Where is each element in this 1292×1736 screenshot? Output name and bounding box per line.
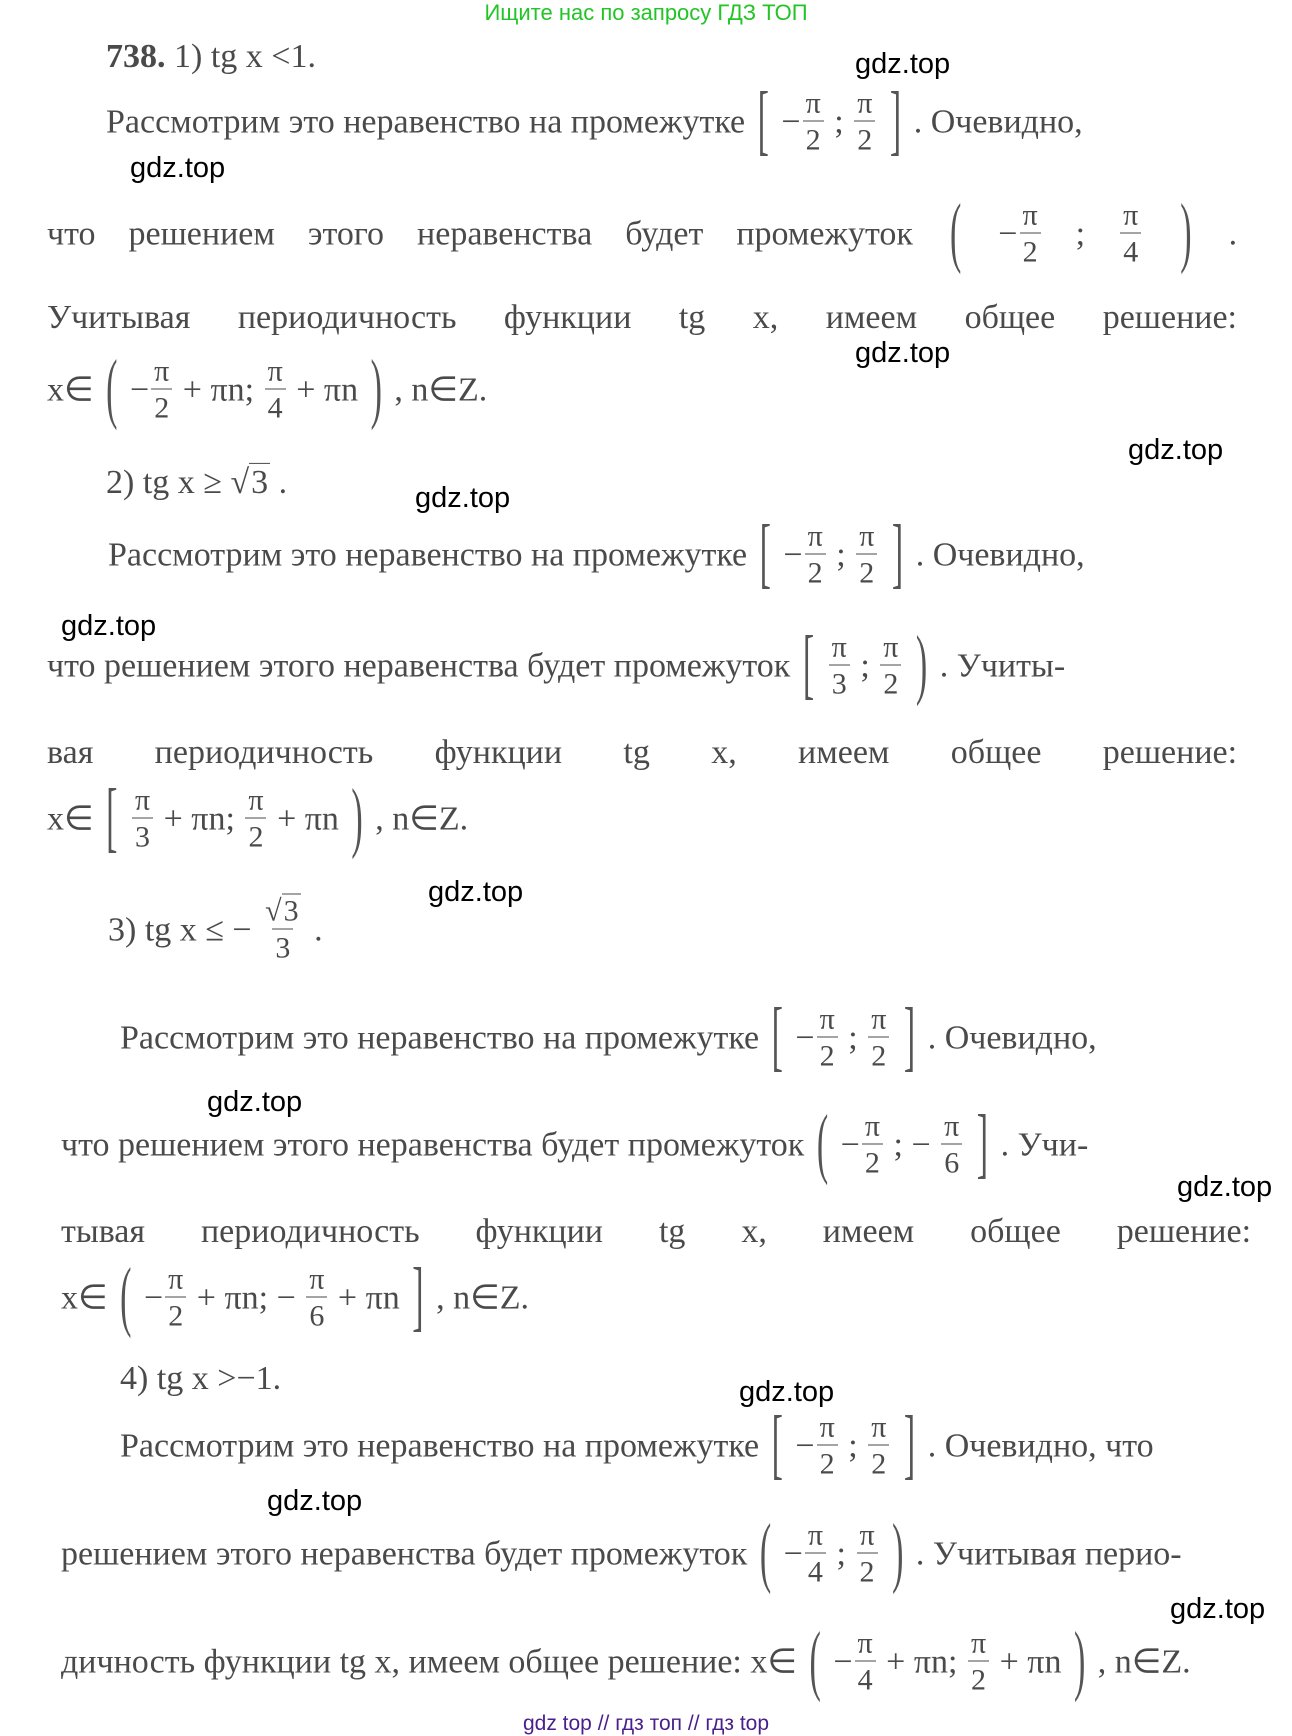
fraction bbox=[968, 1626, 989, 1697]
numerator: π bbox=[857, 1626, 873, 1660]
text-word: периодичность bbox=[154, 734, 374, 772]
text-word: промежуток bbox=[736, 215, 913, 252]
numerator: π bbox=[807, 519, 823, 553]
text: . Очевидно, bbox=[913, 103, 1083, 140]
text-word: ; bbox=[1075, 215, 1086, 252]
fraction bbox=[880, 630, 901, 701]
text-word: имеем bbox=[822, 1213, 915, 1251]
fraction bbox=[151, 354, 172, 425]
bracket: [ bbox=[759, 511, 771, 597]
bracket: ] bbox=[891, 511, 904, 597]
fraction bbox=[817, 1002, 838, 1073]
numerator: π bbox=[970, 1626, 987, 1660]
watermark: gdz.top bbox=[267, 1485, 363, 1517]
fraction bbox=[132, 783, 153, 854]
solution-4-answer bbox=[61, 1618, 1191, 1704]
fraction bbox=[1120, 198, 1141, 269]
text: , n∈Z. bbox=[1097, 1643, 1191, 1680]
text: , n∈Z. bbox=[436, 1279, 529, 1316]
problem-4-heading bbox=[120, 1360, 281, 1396]
text-word: периодичность bbox=[237, 299, 457, 337]
text: . Очевидно, bbox=[915, 536, 1085, 573]
bracket: ( bbox=[816, 1101, 829, 1187]
text-word: общее bbox=[964, 299, 1056, 337]
watermark: gdz.top bbox=[1128, 434, 1224, 466]
denominator: 3 bbox=[132, 818, 153, 853]
text: ; bbox=[836, 1535, 846, 1572]
denominator: 2 bbox=[165, 1297, 186, 1332]
bracket: ) bbox=[370, 346, 382, 432]
denominator: 2 bbox=[856, 554, 877, 589]
denominator: 6 bbox=[306, 1297, 327, 1332]
text: Рассмотрим это неравенство на промежутке bbox=[106, 103, 746, 140]
text: . Очевидно, что bbox=[927, 1427, 1154, 1464]
bracket: [ bbox=[771, 994, 783, 1080]
text-word: решением bbox=[128, 215, 275, 252]
problem-1-heading bbox=[106, 38, 316, 74]
bracket: ) bbox=[1180, 190, 1192, 276]
bracket: ( bbox=[809, 1618, 821, 1704]
numerator: π bbox=[857, 86, 873, 120]
radical-sign: √ bbox=[230, 464, 250, 502]
text-word: имеем bbox=[798, 734, 890, 772]
text-word: общее bbox=[950, 734, 1042, 772]
text: что решением этого неравенства будет промежуток bbox=[61, 1126, 805, 1163]
denominator: 4 bbox=[1120, 233, 1141, 268]
text: 2) tg x ≥ bbox=[106, 464, 222, 502]
solution-2-line bbox=[108, 511, 1085, 597]
bracket: ] bbox=[889, 78, 902, 164]
text: 4) tg x >−1. bbox=[120, 1360, 282, 1398]
numerator: π bbox=[883, 630, 899, 664]
bracket: [ bbox=[106, 775, 118, 861]
text: x∈ bbox=[47, 371, 94, 408]
bracket: ( bbox=[759, 1510, 772, 1596]
minus-sign: − bbox=[783, 536, 803, 573]
watermark: gdz.top bbox=[130, 152, 226, 184]
minus-sign: − bbox=[795, 1019, 815, 1056]
text-word: решение: bbox=[1116, 1213, 1252, 1251]
fraction bbox=[856, 1518, 877, 1589]
text: + πn; bbox=[182, 371, 255, 408]
numerator: π bbox=[309, 1262, 325, 1296]
numerator: π bbox=[944, 1109, 960, 1143]
footer-banner[interactable]: gdz top // гдз топ // гдз top bbox=[522, 1712, 770, 1735]
text-word: x, bbox=[741, 1213, 767, 1251]
text: , n∈Z. bbox=[394, 371, 488, 408]
bracket: ) bbox=[892, 1510, 904, 1596]
denominator: 2 bbox=[245, 818, 266, 853]
text: . Учитывая перио- bbox=[915, 1535, 1182, 1572]
text-word: tg bbox=[623, 734, 650, 772]
minus-sign: − bbox=[781, 103, 801, 140]
text: x∈ bbox=[61, 1279, 108, 1316]
text: ; bbox=[836, 536, 846, 573]
text-word: . bbox=[1228, 215, 1238, 252]
bracket: ( bbox=[106, 346, 118, 432]
bracket: ] bbox=[412, 1254, 424, 1340]
denominator: 3 bbox=[829, 665, 850, 700]
problem-number: 738. bbox=[106, 38, 166, 76]
text-word: x, bbox=[752, 299, 779, 337]
radicand: 3 bbox=[283, 894, 299, 928]
text-word: периодичность bbox=[200, 1213, 420, 1251]
fraction bbox=[803, 86, 824, 157]
fraction bbox=[941, 1109, 962, 1180]
watermark: gdz.top bbox=[61, 610, 157, 642]
bracket: ( bbox=[949, 190, 962, 276]
solution-1-answer bbox=[47, 346, 488, 432]
solution-1-line bbox=[106, 78, 1083, 164]
numerator: π bbox=[819, 1410, 835, 1444]
text-word: общее bbox=[970, 1213, 1061, 1251]
text: . bbox=[314, 911, 323, 948]
watermark: gdz.top bbox=[207, 1086, 303, 1118]
watermark: gdz.top bbox=[428, 876, 524, 908]
numerator: π bbox=[1022, 198, 1038, 232]
problem-2-heading bbox=[106, 464, 287, 500]
search-banner[interactable]: Ищите нас по запросу ГДЗ ТОП bbox=[484, 0, 808, 25]
bracket: [ bbox=[757, 78, 769, 164]
text-word: tg bbox=[658, 1213, 686, 1251]
bracket: ] bbox=[903, 1402, 916, 1488]
fraction bbox=[862, 1109, 883, 1180]
text: . bbox=[278, 464, 288, 502]
text: . Учи- bbox=[1000, 1126, 1089, 1163]
bracket: ] bbox=[903, 994, 916, 1080]
text: Рассмотрим это неравенство на промежутке bbox=[120, 1019, 760, 1056]
watermark: gdz.top bbox=[855, 337, 951, 369]
text-word: будет bbox=[625, 215, 704, 252]
watermark: gdz.top bbox=[739, 1376, 835, 1408]
solution-1-line bbox=[47, 299, 1237, 335]
text: 1) tg x <1. bbox=[174, 38, 316, 76]
denominator: 2 bbox=[803, 121, 824, 156]
denominator: 4 bbox=[265, 389, 286, 424]
numerator: π bbox=[871, 1002, 887, 1036]
text: + πn bbox=[337, 1279, 400, 1316]
minus-sign: − bbox=[795, 1427, 815, 1464]
denominator: 2 bbox=[1020, 233, 1041, 268]
solution-2-answer bbox=[47, 775, 469, 861]
minus-sign: − bbox=[143, 1279, 164, 1316]
text: . Очевидно, bbox=[927, 1019, 1097, 1056]
numerator: π bbox=[859, 1518, 875, 1552]
problem-3-heading bbox=[108, 894, 323, 965]
bracket: ] bbox=[976, 1101, 989, 1187]
fraction bbox=[868, 1410, 889, 1481]
bracket: [ bbox=[771, 1402, 783, 1488]
radicand: 3 bbox=[251, 464, 269, 502]
text: + πn; bbox=[163, 800, 235, 837]
minus-sign: − bbox=[783, 1535, 803, 1572]
numerator: π bbox=[819, 1002, 835, 1036]
text: что решением этого неравенства будет промежуток bbox=[47, 647, 791, 684]
fraction bbox=[1019, 198, 1040, 269]
denominator: 6 bbox=[941, 1144, 962, 1179]
text: + πn bbox=[296, 371, 359, 408]
numerator-square-root bbox=[262, 894, 303, 929]
denominator: 2 bbox=[151, 389, 172, 424]
fraction bbox=[245, 783, 266, 854]
solution-1-line bbox=[47, 190, 1238, 276]
text: + πn; bbox=[886, 1643, 958, 1680]
solution-3-line bbox=[120, 994, 1097, 1080]
text-word: вая bbox=[47, 734, 94, 772]
text-word: тывая bbox=[61, 1213, 146, 1251]
bracket: [ bbox=[802, 622, 815, 708]
text-word: что bbox=[47, 215, 96, 252]
minus-sign: − bbox=[129, 371, 150, 408]
bracket: ) bbox=[1073, 1618, 1086, 1704]
denominator: 3 bbox=[272, 929, 293, 964]
text: + πn bbox=[277, 800, 339, 837]
denominator: 4 bbox=[855, 1661, 876, 1696]
numerator: π bbox=[154, 354, 170, 388]
text: 3) tg x ≤ − bbox=[108, 911, 252, 948]
text: ; bbox=[848, 1427, 858, 1464]
denominator: 2 bbox=[817, 1445, 838, 1480]
text: , n∈Z. bbox=[375, 800, 469, 837]
text: Рассмотрим это неравенство на промежутке bbox=[120, 1427, 760, 1464]
denominator: 2 bbox=[857, 1553, 878, 1588]
solution-3-answer bbox=[61, 1254, 529, 1340]
text-word: неравенства bbox=[417, 215, 593, 252]
fraction bbox=[856, 519, 877, 590]
numerator: π bbox=[807, 1518, 823, 1552]
fraction bbox=[855, 1626, 876, 1697]
denominator: 2 bbox=[868, 1037, 889, 1072]
denominator: 2 bbox=[817, 1037, 838, 1072]
watermark: gdz.top bbox=[415, 482, 511, 514]
text-word: Учитывая bbox=[47, 299, 191, 337]
fraction bbox=[868, 1002, 889, 1073]
text-word: x, bbox=[711, 734, 737, 772]
text-word: функции bbox=[434, 734, 563, 772]
text-word: имеем bbox=[825, 299, 918, 337]
denominator: 2 bbox=[805, 554, 826, 589]
numerator: π bbox=[859, 519, 875, 553]
denominator: 2 bbox=[968, 1661, 989, 1696]
text: ; bbox=[834, 103, 844, 140]
numerator: π bbox=[864, 1109, 880, 1143]
watermark: gdz.top bbox=[1170, 1593, 1266, 1625]
text: x∈ bbox=[47, 800, 94, 837]
numerator: π bbox=[248, 783, 264, 817]
fraction bbox=[165, 1262, 186, 1333]
text-word: решение: bbox=[1102, 734, 1238, 772]
fraction bbox=[306, 1262, 327, 1333]
denominator: 4 bbox=[805, 1553, 826, 1588]
denominator: 2 bbox=[880, 665, 901, 700]
text-word: функции bbox=[503, 299, 632, 337]
text-word: функции bbox=[475, 1213, 603, 1251]
bracket: ) bbox=[915, 622, 928, 708]
square-root bbox=[230, 466, 270, 500]
numerator: π bbox=[1123, 198, 1139, 232]
fraction bbox=[854, 86, 875, 157]
fraction bbox=[817, 1410, 838, 1481]
minus-sign: − bbox=[998, 215, 1018, 252]
solution-4-line bbox=[61, 1510, 1182, 1596]
watermark: gdz.top bbox=[1177, 1171, 1273, 1203]
fraction bbox=[805, 519, 826, 590]
text: ; bbox=[860, 647, 870, 684]
watermark: gdz.top bbox=[855, 48, 951, 80]
text: ; − bbox=[893, 1126, 931, 1163]
minus-sign: − bbox=[840, 1126, 860, 1163]
denominator: 2 bbox=[868, 1445, 889, 1480]
text: ; bbox=[848, 1019, 858, 1056]
text: решением этого неравенства будет промежуток bbox=[61, 1535, 748, 1572]
text: дичность функции tg x, имеем общее решение: x∈ bbox=[61, 1643, 797, 1680]
bracket: ( bbox=[120, 1254, 132, 1340]
bracket: ) bbox=[351, 775, 363, 861]
numerator: π bbox=[805, 86, 821, 120]
fraction bbox=[265, 354, 286, 425]
numerator: π bbox=[134, 783, 151, 817]
solution-3-line bbox=[61, 1213, 1251, 1249]
numerator: π bbox=[871, 1410, 887, 1444]
numerator: π bbox=[831, 630, 847, 664]
minus-sign: − bbox=[833, 1643, 853, 1680]
denominator: 2 bbox=[854, 121, 875, 156]
fraction bbox=[805, 1518, 826, 1589]
text-word: решение: bbox=[1102, 299, 1237, 337]
solution-2-line bbox=[47, 734, 1237, 770]
numerator: π bbox=[168, 1262, 184, 1296]
numerator: π bbox=[267, 354, 283, 388]
text: . Учиты- bbox=[939, 647, 1066, 684]
fraction bbox=[262, 894, 303, 965]
denominator: 2 bbox=[862, 1144, 883, 1179]
solution-4-line bbox=[120, 1402, 1154, 1488]
text: + πn bbox=[999, 1643, 1062, 1680]
text: + πn; − bbox=[196, 1279, 296, 1316]
radical-sign: √ bbox=[265, 894, 282, 928]
fraction bbox=[829, 630, 850, 701]
text-word: этого bbox=[307, 215, 385, 252]
text: Рассмотрим это неравенство на промежутке bbox=[108, 536, 748, 573]
text-word: tg bbox=[678, 299, 706, 337]
